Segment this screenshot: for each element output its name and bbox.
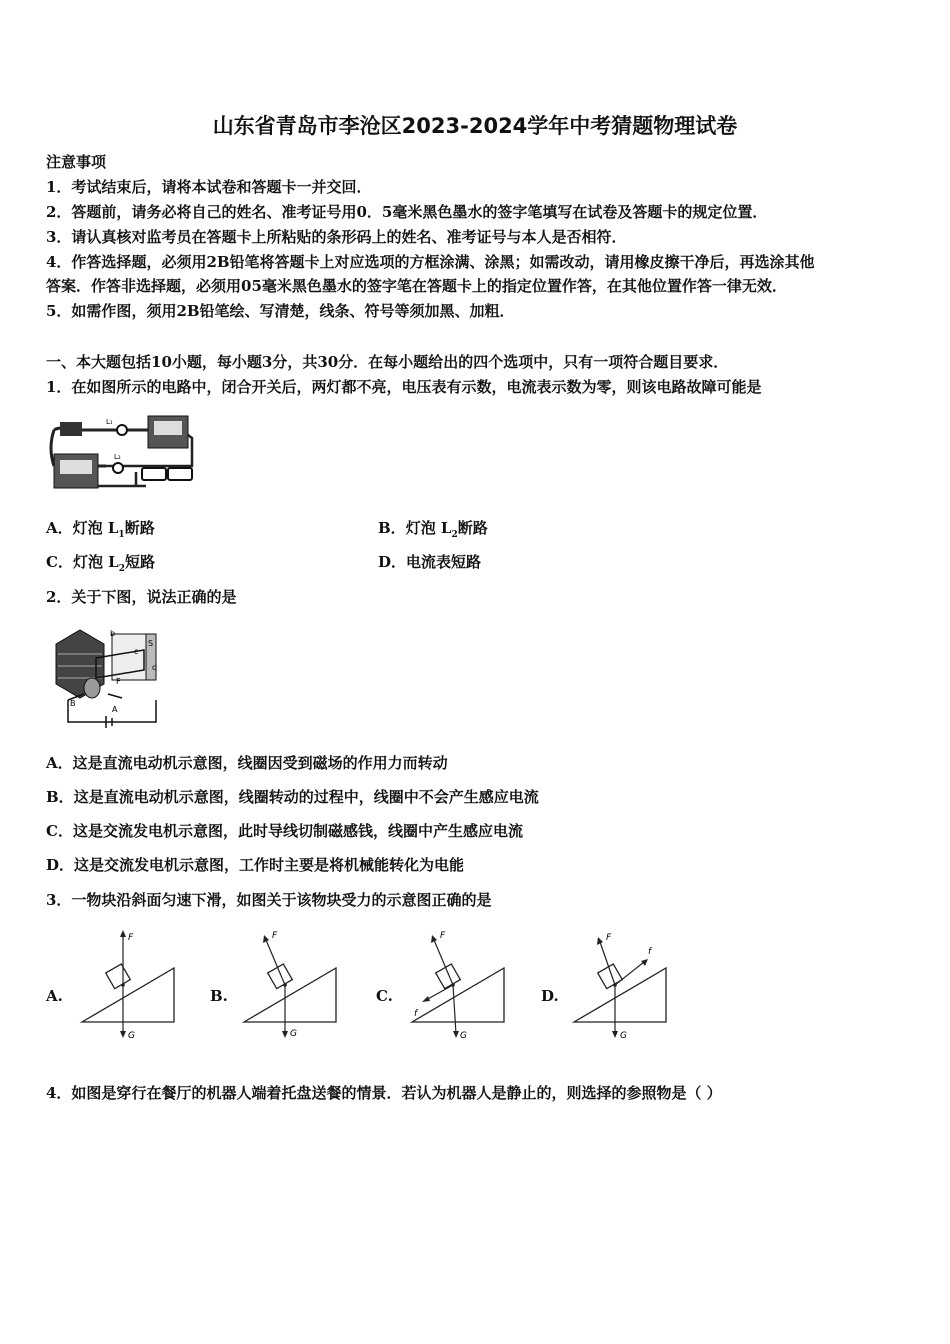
q1-option-b: B．灯泡 $L_2$断路 [378, 519, 488, 540]
q2-option-c: C．这是交流发电机示意图，此时导线切制磁感钱，线圈中产生感应电流 [46, 822, 523, 840]
friction-label: f [648, 947, 652, 957]
q3-option-c-letter: C. [376, 987, 393, 1005]
q3-option-b-letter: B. [210, 987, 228, 1005]
q3-figure-a [78, 928, 178, 1044]
label-l2: L₂ [114, 453, 121, 461]
section-instructions: 一、本大题包括10小题，每小题3分，共30分．在每小题给出的四个选项中，只有一项符合题目要求． [46, 353, 729, 371]
generator-figure [52, 624, 158, 728]
q1-option-d: D．电流表短路 [378, 553, 482, 571]
page-title: 山东省青岛市李沧区2023-2024学年中考猜题物理试卷 [212, 114, 738, 138]
label-s: S [148, 639, 154, 648]
notice-item-3: 3．请认真核对监考员在答题卡上所粘贴的条形码上的姓名、准考证号与本人是否相符． [46, 228, 627, 246]
gravity-label: G [128, 1031, 135, 1041]
q3-option-d-letter: D. [541, 987, 559, 1005]
q3-option-a-letter: A. [46, 987, 63, 1005]
force-label-f: F [606, 933, 612, 943]
force-label-f: F [272, 931, 278, 941]
q3-figure-d [570, 928, 670, 1044]
notice-item-5: 5．如需作图，须用2B铅笔绘、写清楚，线条、符号等须加黑、加粗． [46, 302, 515, 320]
q1-option-c: C．灯泡 $L_2$短路 [46, 553, 156, 574]
q2-option-a: A．这是直流电动机示意图，线圈因受到磁场的作用力而转动 [46, 754, 448, 772]
gravity-label: G [620, 1031, 627, 1041]
q3-figure-b [240, 928, 340, 1044]
force-label-f: F [128, 933, 134, 943]
notice-heading: 注意事项 [46, 153, 107, 171]
label-a: A [112, 705, 118, 714]
friction-label: f [414, 1009, 418, 1019]
notice-item-4-cont: 答案．作答非选择题，必须用05毫米黑色墨水的签字笔在答题卡上的指定位置作答，在其他位置作答一律无效． [46, 277, 787, 295]
label-b: b [110, 629, 116, 638]
notice-item-4: 4．作答选择题，必须用2B铅笔将答题卡上对应选项的方框涂满、涂黑；如需改动，请用橡皮擦干净后，再选涂其他 [46, 253, 815, 271]
circuit-figure [46, 408, 196, 494]
notice-item-2: 2．答题前，请务必将自己的姓名、准考证号用0．5毫米黑色墨水的签字笔填写在试卷及答题卡的规定位置． [46, 203, 768, 221]
label-bb: B [70, 699, 76, 708]
label-l1: L₁ [106, 418, 113, 426]
question-1-stem: 1．在如图所示的电路中，闭合开关后，两灯都不亮，电压表有示数，电流表示数为零，则该电路故障可能是 [46, 378, 762, 396]
q3-figure-c [408, 928, 508, 1044]
force-label-f: F [440, 931, 446, 941]
question-3-stem: 3．一物块沿斜面匀速下滑，如图关于该物块受力的示意图正确的是 [46, 891, 492, 909]
q2-option-d: D．这是交流发电机示意图，工作时主要是将机械能转化为电能 [46, 856, 465, 874]
q2-option-b: B．这是直流电动机示意图，线圈转动的过程中，线圈中不会产生感应电流 [46, 788, 539, 806]
question-4-stem: 4．如图是穿行在餐厅的机器人端着托盘送餐的情景．若认为机器人是静止的，则选择的参照物是（ ） [46, 1084, 722, 1102]
label-f: F [116, 677, 121, 686]
notice-item-1: 1．考试结束后，请将本试卷和答题卡一并交回． [46, 178, 372, 196]
label-c: c [134, 647, 139, 656]
question-2-stem: 2．关于下图，说法正确的是 [46, 588, 237, 606]
gravity-label: G [460, 1031, 467, 1041]
gravity-label: G [290, 1029, 297, 1039]
q1-option-a: A．灯泡 $L_1$断路 [46, 519, 155, 540]
label-d: d [152, 663, 158, 672]
